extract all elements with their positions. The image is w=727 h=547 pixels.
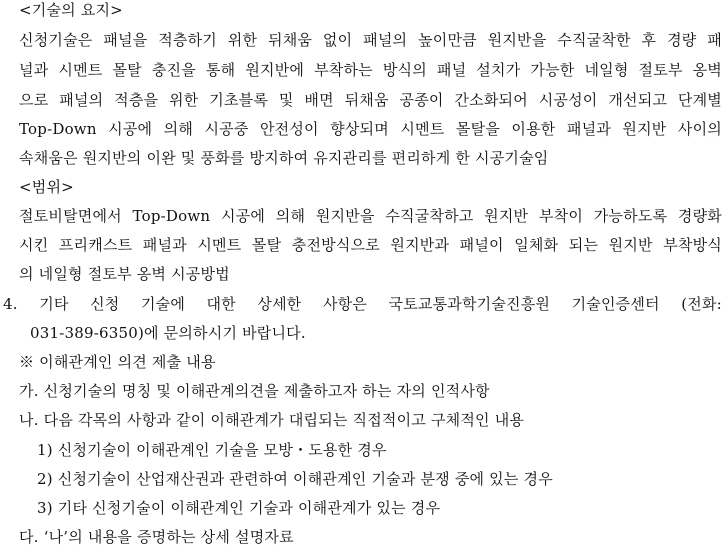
note-item-da: 다. ‘나’의 내용을 증명하는 상세 설명자료 bbox=[19, 528, 294, 546]
note-subitem: 1) 신청기술이 이해관계인 기술을 모방・도용한 경우 bbox=[37, 441, 387, 459]
scope-line: 절토비탈면에서 Top-Down 시공에 의해 원지반을 수직굴착하고 원지반 부착이 가능하도록 경량화 bbox=[19, 207, 722, 225]
note-subitem: 2) 신청기술이 산업재산권과 관련하여 이해관계인 기술과 분쟁 중에 있는 경우 bbox=[37, 470, 553, 488]
item-4-word: 기타 bbox=[39, 295, 69, 313]
item-4-word: 상세한 bbox=[257, 295, 302, 313]
scope-line: 시킨 프리캐스트 패널과 시멘트 몰탈 충전방식으로 원지반과 패널이 일체화 되는 원지반 부착방식 bbox=[19, 236, 722, 254]
note-subitem: 3) 기타 신청기술이 이해관계인 기술과 이해관계가 있는 경우 bbox=[37, 499, 441, 517]
item-4-word: (전화: bbox=[681, 295, 722, 313]
scope-heading: <범위> bbox=[19, 178, 74, 196]
item-4-word: 기술에 bbox=[140, 295, 186, 313]
summary-line: 속채움은 원지반의 이완 및 풍화를 방지하여 유지관리를 편리하게 한 시공기술임 bbox=[19, 149, 549, 167]
item-4-word: 국토교통과학기술진흥원 bbox=[388, 295, 551, 313]
scope-line: 의 네일형 절토부 옹벽 시공방법 bbox=[19, 265, 230, 283]
note-heading: ※ 이해관계인 의견 제출 내용 bbox=[19, 353, 216, 371]
item-4-word: 기술인증센터 bbox=[571, 295, 660, 313]
summary-line: 널과 시멘트 몰탈 충진을 통해 원지반에 부착하는 방식의 패널 설치가 가능한 네일형 절토부 옹벽 bbox=[19, 61, 722, 79]
item-4-continuation: 031-389-6350)에 문의하시기 바랍니다. bbox=[30, 324, 306, 342]
item-4-number: 4. bbox=[3, 295, 18, 313]
note-item-ga: 가. 신청기술의 명칭 및 이해관계의견을 제출하고자 하는 자의 인적사항 bbox=[19, 382, 490, 400]
summary-heading: <기술의 요지> bbox=[19, 1, 123, 19]
item-4-word: 신청 bbox=[90, 295, 120, 313]
summary-line: 으로 패널의 적층을 위한 기초블록 및 배면 뒤채움 공종이 간소화되어 시공성이 개선되고 단계별 bbox=[19, 91, 722, 109]
summary-line: Top-Down 시공에 의해 시공중 안전성이 향상되며 시멘트 몰탈을 이용한 패널과 원지반 사이의 bbox=[19, 120, 722, 138]
note-item-na: 나. 다음 각목의 사항과 같이 이해관계가 대립되는 직접적이고 구체적인 내용 bbox=[19, 411, 525, 429]
item-4-word: 대한 bbox=[206, 295, 236, 313]
item-4-line bbox=[3, 294, 722, 314]
item-4-word: 사항은 bbox=[322, 295, 368, 313]
summary-line: 신청기술은 패널을 적층하기 위한 뒤채움 없이 패널의 높이만큼 원지반을 수직굴착한 후 경량 패 bbox=[19, 31, 722, 49]
